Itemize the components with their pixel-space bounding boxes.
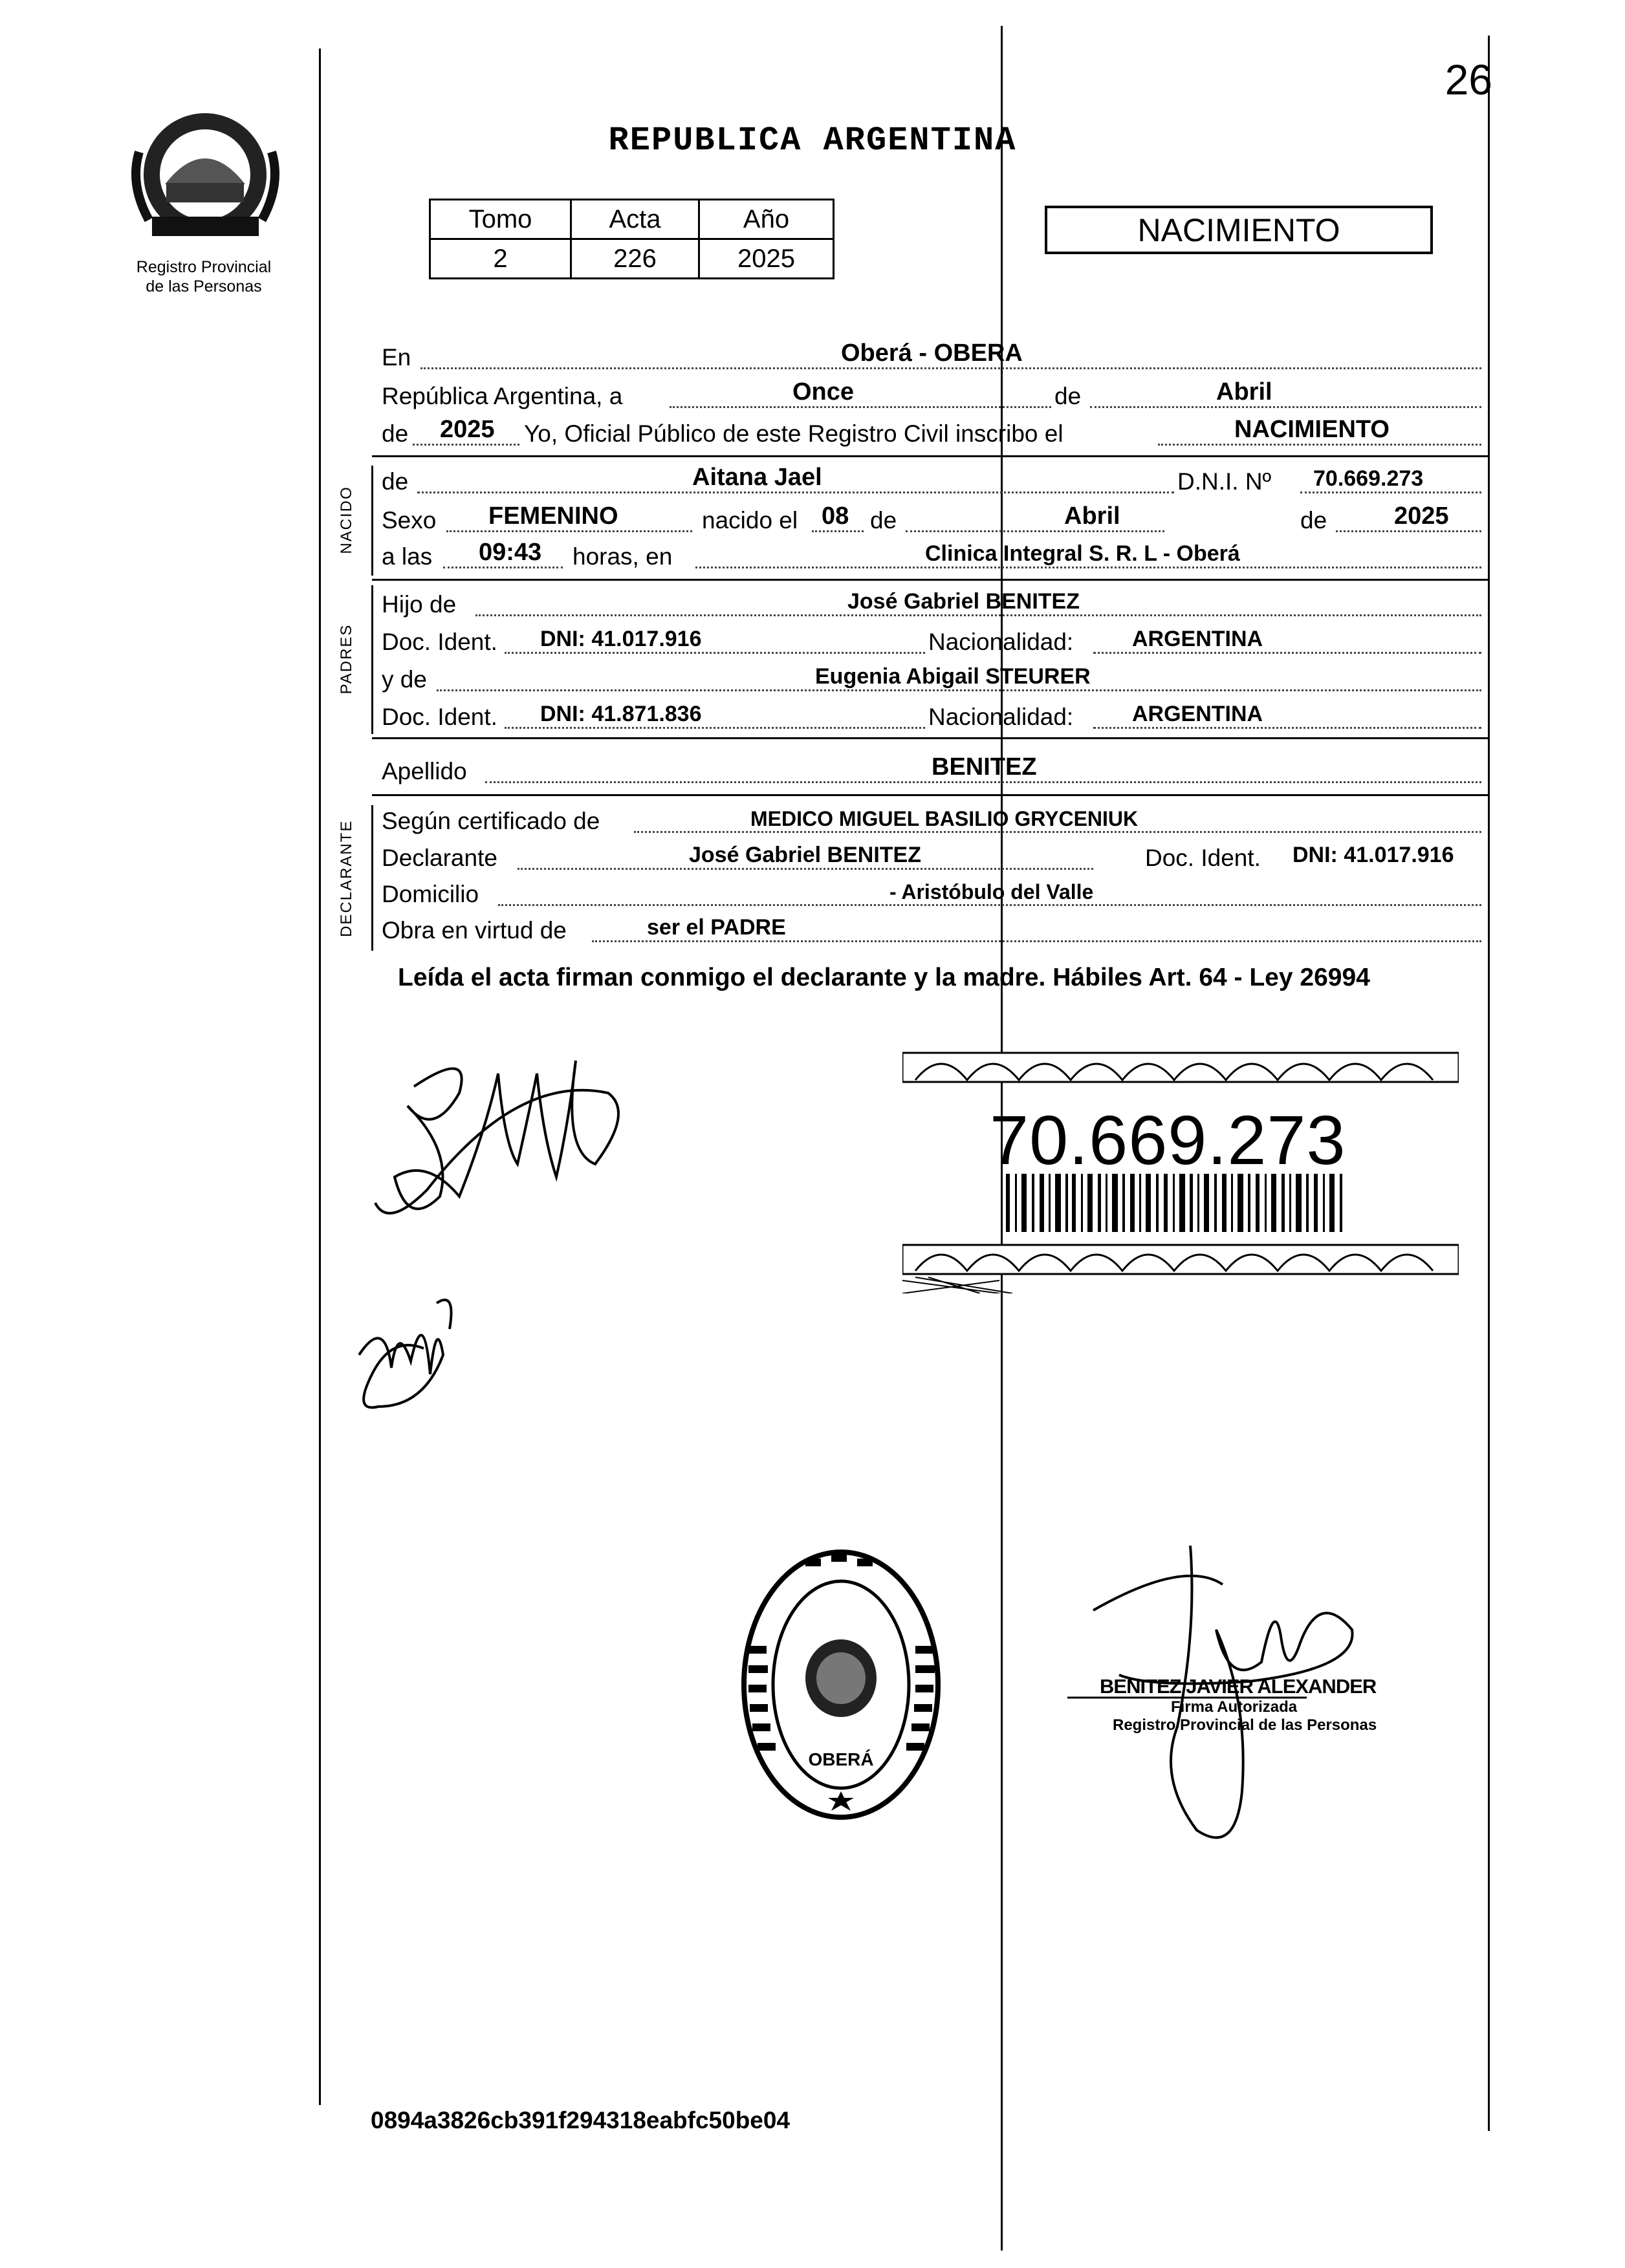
- row-domicilio: [382, 878, 1488, 911]
- value-apellido: BENITEZ: [932, 753, 1037, 781]
- row-child-name: [382, 466, 1488, 498]
- dots: [518, 868, 1093, 870]
- row-certificado: [382, 805, 1488, 837]
- dots: [1158, 444, 1481, 446]
- value-acta: 226: [571, 239, 699, 279]
- label-de: de: [1054, 383, 1082, 409]
- value-child-name: Aitana Jael: [692, 464, 822, 491]
- official-stamp: [1100, 1675, 1377, 1734]
- label-apellido: Apellido: [382, 758, 467, 784]
- dots: [906, 530, 1164, 532]
- label-nacionalidad: Nacionalidad:: [928, 629, 1074, 655]
- dots: [1093, 727, 1481, 729]
- value-declarante: José Gabriel BENITEZ: [689, 843, 921, 867]
- declarant-signature: [349, 1035, 647, 1274]
- value-month: Abril: [1216, 378, 1272, 405]
- dots: [475, 614, 1481, 616]
- value-father-nat: ARGENTINA: [1132, 627, 1263, 651]
- statement-text: Yo, Oficial Público de este Registro Civil inscribo el: [524, 420, 1063, 447]
- side-label-padres: PADRES: [338, 623, 355, 695]
- value-day: Once: [792, 378, 855, 405]
- value-father: José Gabriel BENITEZ: [847, 589, 1080, 614]
- label-republica: República Argentina, a: [382, 383, 623, 409]
- header-tomo: Tomo: [430, 200, 571, 239]
- row-place: [382, 341, 1488, 374]
- left-margin-line: [319, 49, 321, 2105]
- row-declarante: [382, 842, 1488, 874]
- label-de-name: de: [382, 468, 409, 495]
- side-label-nacido: NACIDO: [338, 486, 355, 554]
- row-father-doc: [382, 626, 1488, 658]
- value-mother-nat: ARGENTINA: [1132, 702, 1263, 726]
- document-hash: 0894a3826cb391f294318eabfc50be04: [371, 2107, 791, 2133]
- label-sexo: Sexo: [382, 507, 437, 534]
- value-birth-year: 2025: [1394, 502, 1449, 530]
- label-horas: horas, en: [573, 543, 673, 570]
- value-obra: ser el PADRE: [647, 915, 786, 940]
- divider: [372, 794, 1488, 796]
- registry-line-2: de las Personas: [146, 277, 262, 296]
- dots: [592, 940, 1481, 942]
- row-date: [382, 380, 1488, 413]
- dots: [443, 567, 563, 568]
- section-bracket: [371, 585, 373, 734]
- row-statement: [382, 418, 1488, 450]
- label-y-de: y de: [382, 666, 427, 693]
- label-de-month: de: [870, 507, 897, 534]
- official-office: Registro Provincial de las Personas: [1113, 1716, 1377, 1734]
- closing-note: Leída el acta firman conmigo el declarante y la madre. Hábiles Art. 64 - Ley 26994: [398, 964, 1370, 991]
- label-a-las: a las: [382, 543, 433, 570]
- section-bracket: [371, 805, 373, 951]
- row-apellido: [382, 755, 1488, 788]
- official-seal: [734, 1542, 948, 1827]
- divider: [372, 737, 1488, 739]
- value-birth-month: Abril: [1064, 502, 1120, 530]
- registry-line-1: Registro Provincial: [136, 258, 272, 276]
- row-obra: [382, 914, 1488, 947]
- value-event: NACIMIENTO: [1234, 416, 1390, 443]
- dots: [1090, 406, 1481, 408]
- official-role: Firma Autorizada: [1171, 1698, 1298, 1716]
- label-hijo-de: Hijo de: [382, 591, 457, 618]
- record-reference-table: [429, 199, 834, 279]
- dots: [413, 444, 519, 446]
- header-acta: Acta: [571, 200, 699, 239]
- dots: [505, 652, 925, 654]
- value-ano: 2025: [699, 239, 834, 279]
- page-number: 26: [1445, 56, 1492, 103]
- dots: [634, 831, 1481, 833]
- row-mother-doc: [382, 701, 1488, 733]
- value-place: Oberá - OBERA: [841, 340, 1023, 367]
- label-obra: Obra en virtud de: [382, 917, 567, 944]
- dots: [1300, 491, 1481, 493]
- dots: [670, 406, 1051, 408]
- dots: [1336, 530, 1481, 532]
- value-birth-day: 08: [822, 502, 849, 530]
- registry-label: [97, 257, 311, 296]
- mother-signature: [333, 1277, 463, 1426]
- row-time-place: [382, 541, 1488, 573]
- label-doc-ident: Doc. Ident.: [382, 629, 497, 655]
- label-doc-ident: Doc. Ident.: [382, 704, 497, 730]
- record-type-box: NACIMIENTO: [1045, 206, 1433, 254]
- row-father: [382, 589, 1488, 621]
- dots: [437, 689, 1481, 691]
- dots: [446, 530, 692, 532]
- label-de-year: de: [1300, 507, 1327, 534]
- label-en: En: [382, 344, 411, 371]
- dots: [420, 367, 1481, 369]
- dots: [485, 781, 1481, 783]
- label-declarante: Declarante: [382, 845, 497, 871]
- right-margin-line: [1488, 36, 1490, 2131]
- value-certificado: MEDICO MIGUEL BASILIO GRYCENIUK: [750, 807, 1139, 830]
- label-dni: D.N.I. Nº: [1177, 468, 1272, 495]
- label-nacionalidad: Nacionalidad:: [928, 704, 1074, 730]
- value-tomo: 2: [430, 239, 571, 279]
- value-year: 2025: [440, 416, 495, 443]
- barcode-number: 70.669.273: [990, 1101, 1346, 1179]
- value-domicilio: - Aristóbulo del Valle: [889, 880, 1094, 903]
- dots: [417, 491, 1174, 493]
- header-ano: Año: [699, 200, 834, 239]
- label-certificado: Según certificado de: [382, 808, 600, 834]
- seal-city: OBERÁ: [808, 1749, 874, 1769]
- divider: [372, 455, 1488, 457]
- side-label-declarante: DECLARANTE: [338, 819, 355, 937]
- value-mother-doc: DNI: 41.871.836: [540, 702, 702, 726]
- official-name: BENITEZ JAVIER ALEXANDER: [1100, 1675, 1377, 1698]
- label-nacido-el: nacido el: [702, 507, 798, 534]
- dots: [505, 727, 925, 729]
- dots: [498, 904, 1481, 906]
- dots: [1093, 652, 1481, 654]
- value-time: 09:43: [479, 539, 542, 566]
- dots: [812, 530, 864, 532]
- dots: [695, 567, 1481, 568]
- label-de-year: de: [382, 420, 409, 447]
- divider: [372, 579, 1488, 581]
- value-declarante-doc: DNI: 41.017.916: [1292, 843, 1454, 867]
- value-child-dni: 70.669.273: [1313, 466, 1424, 491]
- value-sexo: FEMENINO: [488, 502, 618, 530]
- label-doc-ident: Doc. Ident.: [1145, 845, 1261, 871]
- value-mother: Eugenia Abigail STEURER: [815, 664, 1091, 689]
- value-birth-place: Clinica Integral S. R. L - Oberá: [925, 541, 1240, 566]
- row-mother: [382, 664, 1488, 696]
- page-title: REPUBLICA ARGENTINA: [608, 122, 1017, 160]
- row-sex-date: [382, 504, 1488, 537]
- section-bracket: [371, 466, 373, 576]
- province-crest-logo: [126, 107, 285, 246]
- value-father-doc: DNI: 41.017.916: [540, 627, 702, 651]
- label-domicilio: Domicilio: [382, 881, 479, 907]
